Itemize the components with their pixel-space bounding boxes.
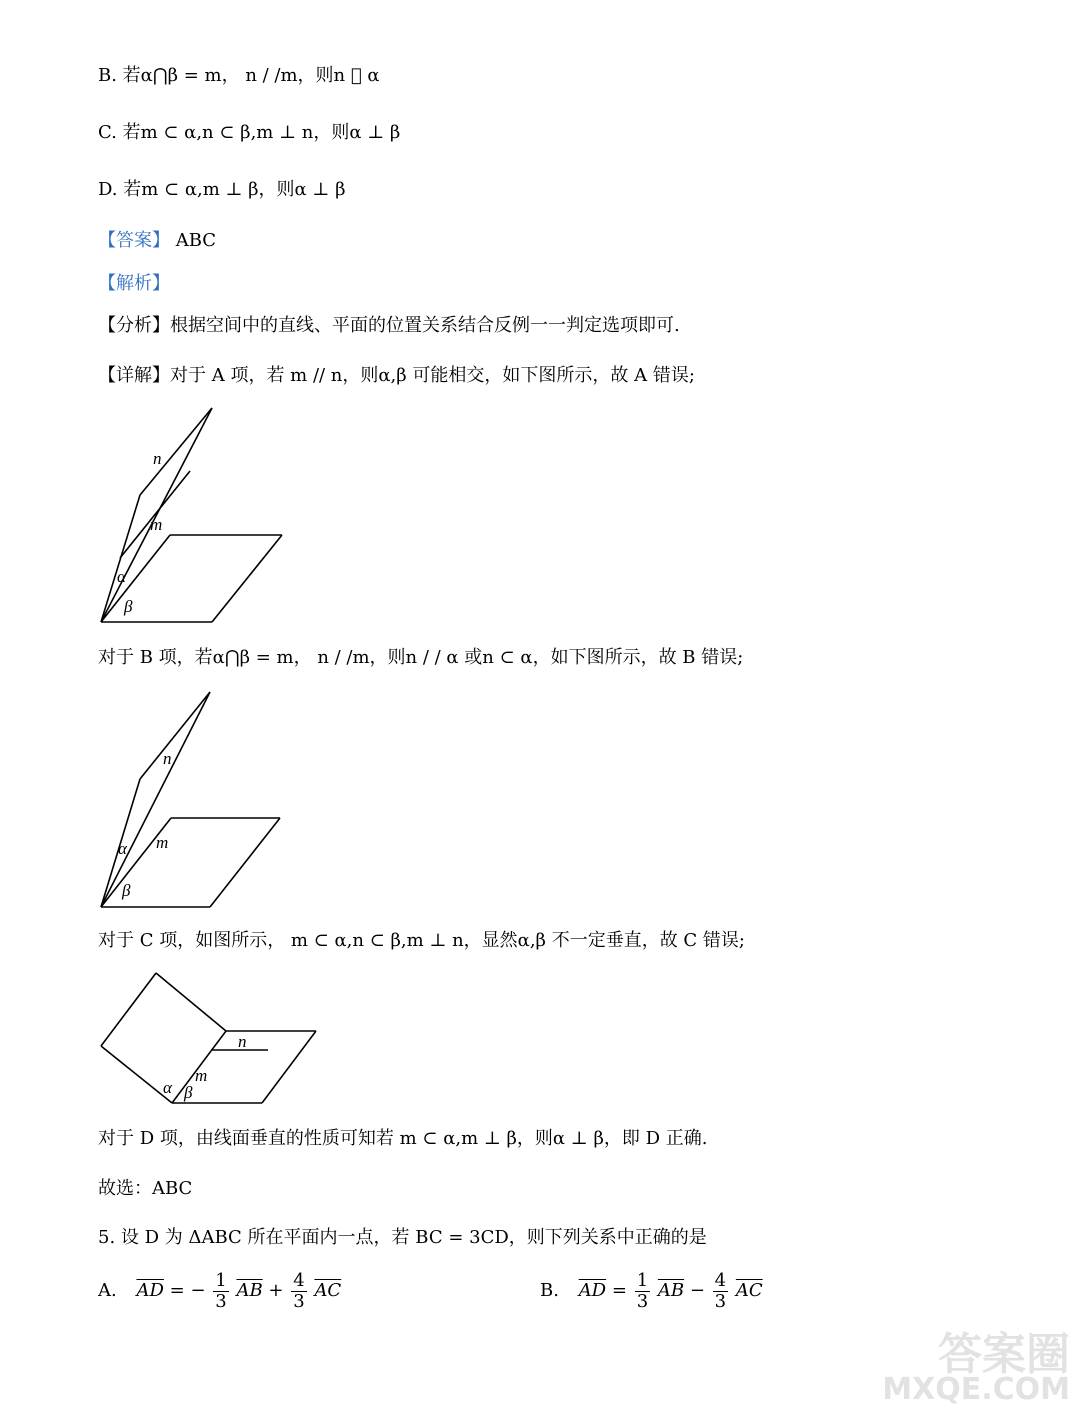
fig-a-label-alpha: α [117,567,126,586]
q5-b-frac1 [635,1271,650,1312]
watermark-bottom: MXQE.COM [882,1372,1070,1407]
q5-b-lhs: $\overline{AD}$ [578,1280,607,1301]
q5-b-label: B. [540,1280,559,1301]
item-b-text: 对于 B 项，若α⋂β = m， n / /m，则n / / α 或n ⊂ α，如下图所示，故 B 错误; [98,647,744,668]
q5-a-frac2 [291,1271,306,1312]
q5-a-frac1-num: 1 [215,1269,227,1291]
q5-b-frac1-num: 1 [636,1269,649,1291]
q5-option-a [98,1268,341,1314]
fig-a-label-m: m [150,515,163,534]
fig-b-label-n: n [163,749,172,768]
q5-b-frac1-den: 3 [636,1290,649,1312]
fig-c-label-beta: β [184,1083,193,1102]
fig-a-label-n: n [153,449,162,468]
watermark-top: 答案圈 [938,1329,1070,1380]
item-c-text: 对于 C 项，如图所示， m ⊂ α,n ⊂ β,m ⊥ n，显然α,β 不一定垂直，故 C 错误; [98,930,745,951]
option-d-prev: D. 若m ⊂ α,m ⊥ β，则α ⊥ β [98,179,346,200]
figure-a [95,402,295,627]
q5-a-label: A. [98,1280,117,1301]
q5-option-b [540,1268,763,1314]
fenxi-text: 【分析】根据空间中的直线、平面的位置关系结合反例一一判定选项即可. [98,315,680,336]
answer-label: 【答案】 [98,230,170,251]
figure-a-lines [101,408,282,622]
item-d-text: 对于 D 项，由线面垂直的性质可知若 m ⊂ α,m ⊥ β，则α ⊥ β，即 D 正确. [98,1128,708,1149]
analysis-label: 【解析】 [98,273,170,294]
answer-value: ABC [175,230,217,251]
fig-c-label-alpha: α [163,1078,172,1097]
q5-b-op: − [689,1280,705,1301]
fig-b-label-alpha: α [118,839,127,858]
figure-b-lines [101,692,280,907]
option-c-prev: C. 若m ⊂ α,n ⊂ β,m ⊥ n，则α ⊥ β [98,122,401,143]
fig-a-label-beta: β [124,597,133,616]
q5-stem: 5. 设 D 为 ΔABC 所在平面内一点，若 BC = 3CD，则下列关系中正确的是 [98,1227,707,1248]
fig-c-label-n: n [238,1032,247,1051]
fig-b-label-beta: β [122,881,131,900]
option-b-prev: B. 若α⋂β = m， n / /m，则n ⃞ α [98,65,380,86]
choose-text: 故选：ABC [98,1178,193,1199]
q5-a-eq: = − [169,1280,206,1301]
fig-b-label-m: m [156,833,169,852]
q5-a-lhs: $\overline{AD}$ [136,1280,164,1301]
fig-c-label-m: m [195,1066,208,1085]
figure-b [95,685,295,913]
q5-b-frac2-num: 4 [714,1269,727,1291]
q5-a-v1: $\overline{AB}$ [236,1280,263,1301]
q5-a-op: + [268,1280,284,1301]
figure-c [95,966,325,1111]
q5-b-frac2 [713,1271,728,1312]
q5-b-v2: $\overline{AC}$ [735,1280,763,1301]
q5-a-frac1 [213,1271,228,1312]
q5-a-v2: $\overline{AC}$ [314,1280,342,1301]
q5-b-v1: $\overline{AB}$ [657,1280,685,1301]
q5-a-frac1-den: 3 [215,1290,227,1312]
q5-b-eq: = [611,1280,627,1301]
q5-b-frac2-den: 3 [714,1290,727,1312]
answer-line [98,229,216,253]
q5-a-frac2-num: 4 [293,1269,305,1291]
q5-a-frac2-den: 3 [293,1290,305,1312]
xiangjie-text: 【详解】对于 A 项，若 m // n，则α,β 可能相交，如下图所示，故 A 错误; [98,365,695,386]
figure-c-lines [101,973,316,1103]
